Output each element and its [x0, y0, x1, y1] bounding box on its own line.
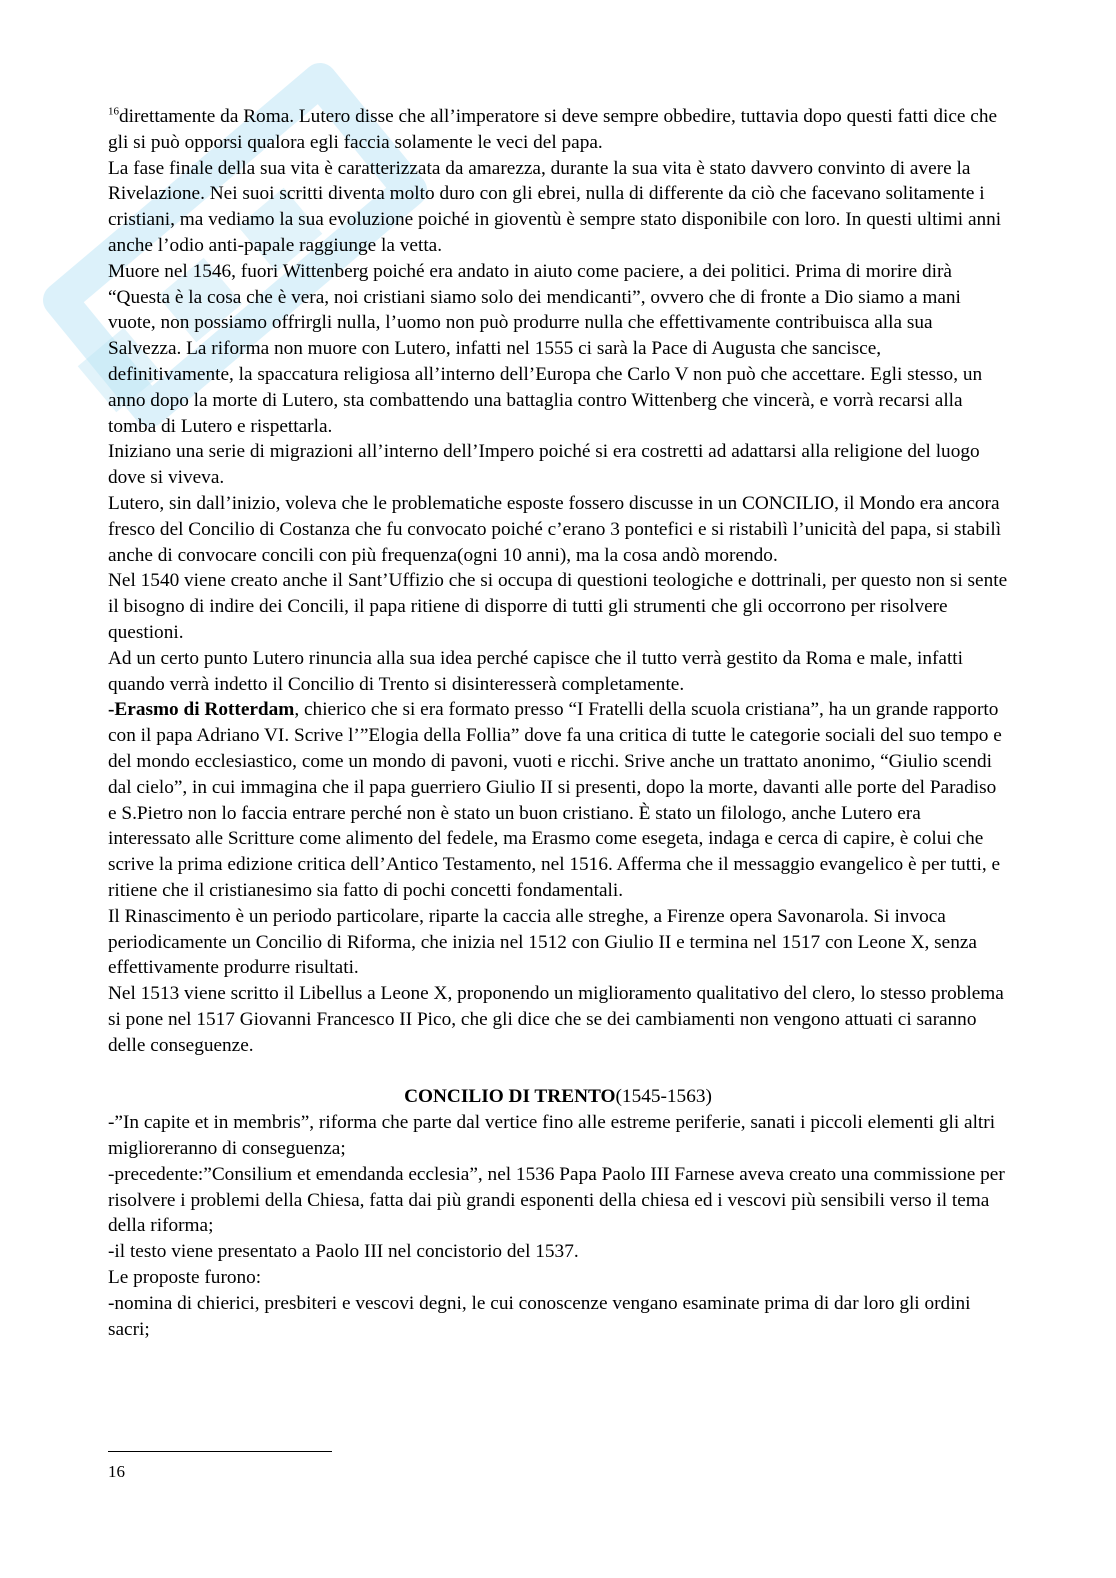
- paragraph: [108, 697, 1008, 903]
- footnote: [108, 1462, 125, 1482]
- footnote-reference: 16: [108, 105, 119, 118]
- list-item: -nomina di chierici, presbiteri e vescovi degni, le cui conoscenze vengano esaminate prima di dar loro gli ordini sacri;: [108, 1292, 971, 1340]
- section-dates: (1545-1563): [615, 1086, 712, 1108]
- paragraph: Nel 1540 viene creato anche il Sant’Uffizio che si occupa di questioni teologiche e dottrinali, per questo non si sente il bisogno di indire dei Concili, il papa ritiene di disporre di tutti gli strumenti che gli occorrono per risolvere questioni.: [108, 570, 1008, 643]
- page-body: [108, 104, 1008, 1342]
- footnote-number: 16: [108, 1462, 125, 1481]
- paragraph: Lutero, sin dall’inizio, voleva che le problematiche esposte fossero discusse in un CONCILIO, il Mondo era ancora fresco del Concilio di Costanza che fu convocato poiché c’erano 3 pontefici e si ristabilì l’unicità del papa, si stabilì anche di convocare concili con più frequenza(ogni 10 anni), ma la cosa andò morendo.: [108, 492, 1002, 566]
- paragraph: Muore nel 1546, fuori Wittenberg poiché era andato in aiuto come paciere, a dei politici. Prima di morire dirà “Questa è la cosa che è vera, noi cristiani siamo solo dei mendicanti”, ovvero che di fronte a Dio siamo a mani vuote, non possiamo offrirgli nulla, l’uomo non può produrre nulla che effettivamente contribuisca alla sua Salvezza. La riforma non muore con Lutero, infatti nel 1555 ci sarà la Pace di Augusta che sancisce, definitivamente, la spaccatura religiosa all’interno dell’Europa che Carlo V non può che accettare. Egli stesso, un anno dopo la morte di Lutero, sta combattendo una battaglia contro Wittenberg che vincerà, e vorrà recarsi alla tomba di Lutero e rispettarla.: [108, 260, 983, 437]
- section-title: CONCILIO DI TRENTO: [404, 1086, 616, 1108]
- paragraph: Nel 1513 viene scritto il Libellus a Leone X, proponendo un miglioramento qualitativo del clero, lo stesso problema si pone nel 1517 Giovanni Francesco II Pico, che gli dice che se dei cambiamenti non vengono attuati ci saranno delle conseguenze.: [108, 983, 1004, 1056]
- paragraph: [108, 104, 1008, 156]
- list-item: -precedente:”Consilium et emendanda ecclesia”, nel 1536 Papa Paolo III Farnese aveva creato una commissione per risolvere i problemi della Chiesa, fatta dai più grandi esponenti della chiesa ed i vescovi più sensibili verso il tema della riforma;: [108, 1163, 1005, 1237]
- footnote-separator: [108, 1451, 332, 1452]
- paragraph: Iniziano una serie di migrazioni all’interno dell’Impero poiché si era costretti ad adattarsi alla religione del luogo dove si viveva.: [108, 441, 980, 489]
- paragraph: La fase finale della sua vita è caratterizzata da amarezza, durante la sua vita è stato davvero convinto di avere la Rivelazione. Nei suoi scritti diventa molto duro con gli ebrei, nulla di differente da ciò che facevano solitamente i cristiani, ma vediamo la sua evoluzione poiché in gioventù è sempre stato disponibile con loro. In questi ultimi anni anche l’odio anti-papale raggiunge la vetta.: [108, 157, 1002, 256]
- list-item: -il testo viene presentato a Paolo III nel concistorio del 1537.: [108, 1241, 579, 1263]
- paragraph: Il Rinascimento è un periodo particolare, riparte la caccia alle streghe, a Firenze opera Savonarola. Si invoca periodicamente un Concilio di Riforma, che inizia nel 1512 con Giulio II e termina nel 1517 con Leone X, senza effettivamente produrre risultati.: [108, 905, 977, 979]
- section-heading: [108, 1084, 1008, 1110]
- paragraph: Ad un certo punto Lutero rinuncia alla sua idea perché capisce che il tutto verrà gestito da Roma e male, infatti quando verrà indetto il Concilio di Trento si disinteresserà completamente.: [108, 647, 964, 695]
- list-item: -”In capite et in membris”, riforma che parte dal vertice fino alle estreme periferie, sanati i piccoli elementi gli altri miglioreranno di conseguenza;: [108, 1112, 996, 1160]
- paragraph-text: direttamente da Roma. Lutero disse che all’imperatore si deve sempre obbedire, tuttavia dopo questi fatti dice che gli si può opporsi qualora egli faccia solamente le veci del papa.: [108, 106, 998, 153]
- paragraph-text: , chierico che si era formato presso “I Fratelli della scuola cristiana”, ha un grande rapporto con il papa Adriano VI. Scrive l’”Elogia della Follia” dove fa una critica di tutte le categorie sociali del suo tempo e del mondo ecclesiastico, come un mondo di pavoni, vuoti e ricchi. Srive anche un trattato anonimo, “Giulio scendi dal cielo”, in cui immagina che il papa guerriero Giulio II si presenti, dopo la morte, davanti alle porte del Paradiso e S.Pietro non lo faccia entrare perché non è stato un buon cristiano. È stato un filologo, anche Lutero era interessato alle Scritture come alimento del fedele, ma Erasmo come esegeta, indaga e cerca di capire, è colui che scrive la prima edizione critica dell’Antico Testamento, nel 1516. Afferma che il messaggio evangelico è per tutti, e ritiene che il cristianesimo sia fatto di pochi concetti fondamentali.: [108, 699, 1002, 901]
- bold-term: -Erasmo di Rotterdam: [108, 699, 295, 721]
- list-item: Le proposte furono:: [108, 1267, 262, 1289]
